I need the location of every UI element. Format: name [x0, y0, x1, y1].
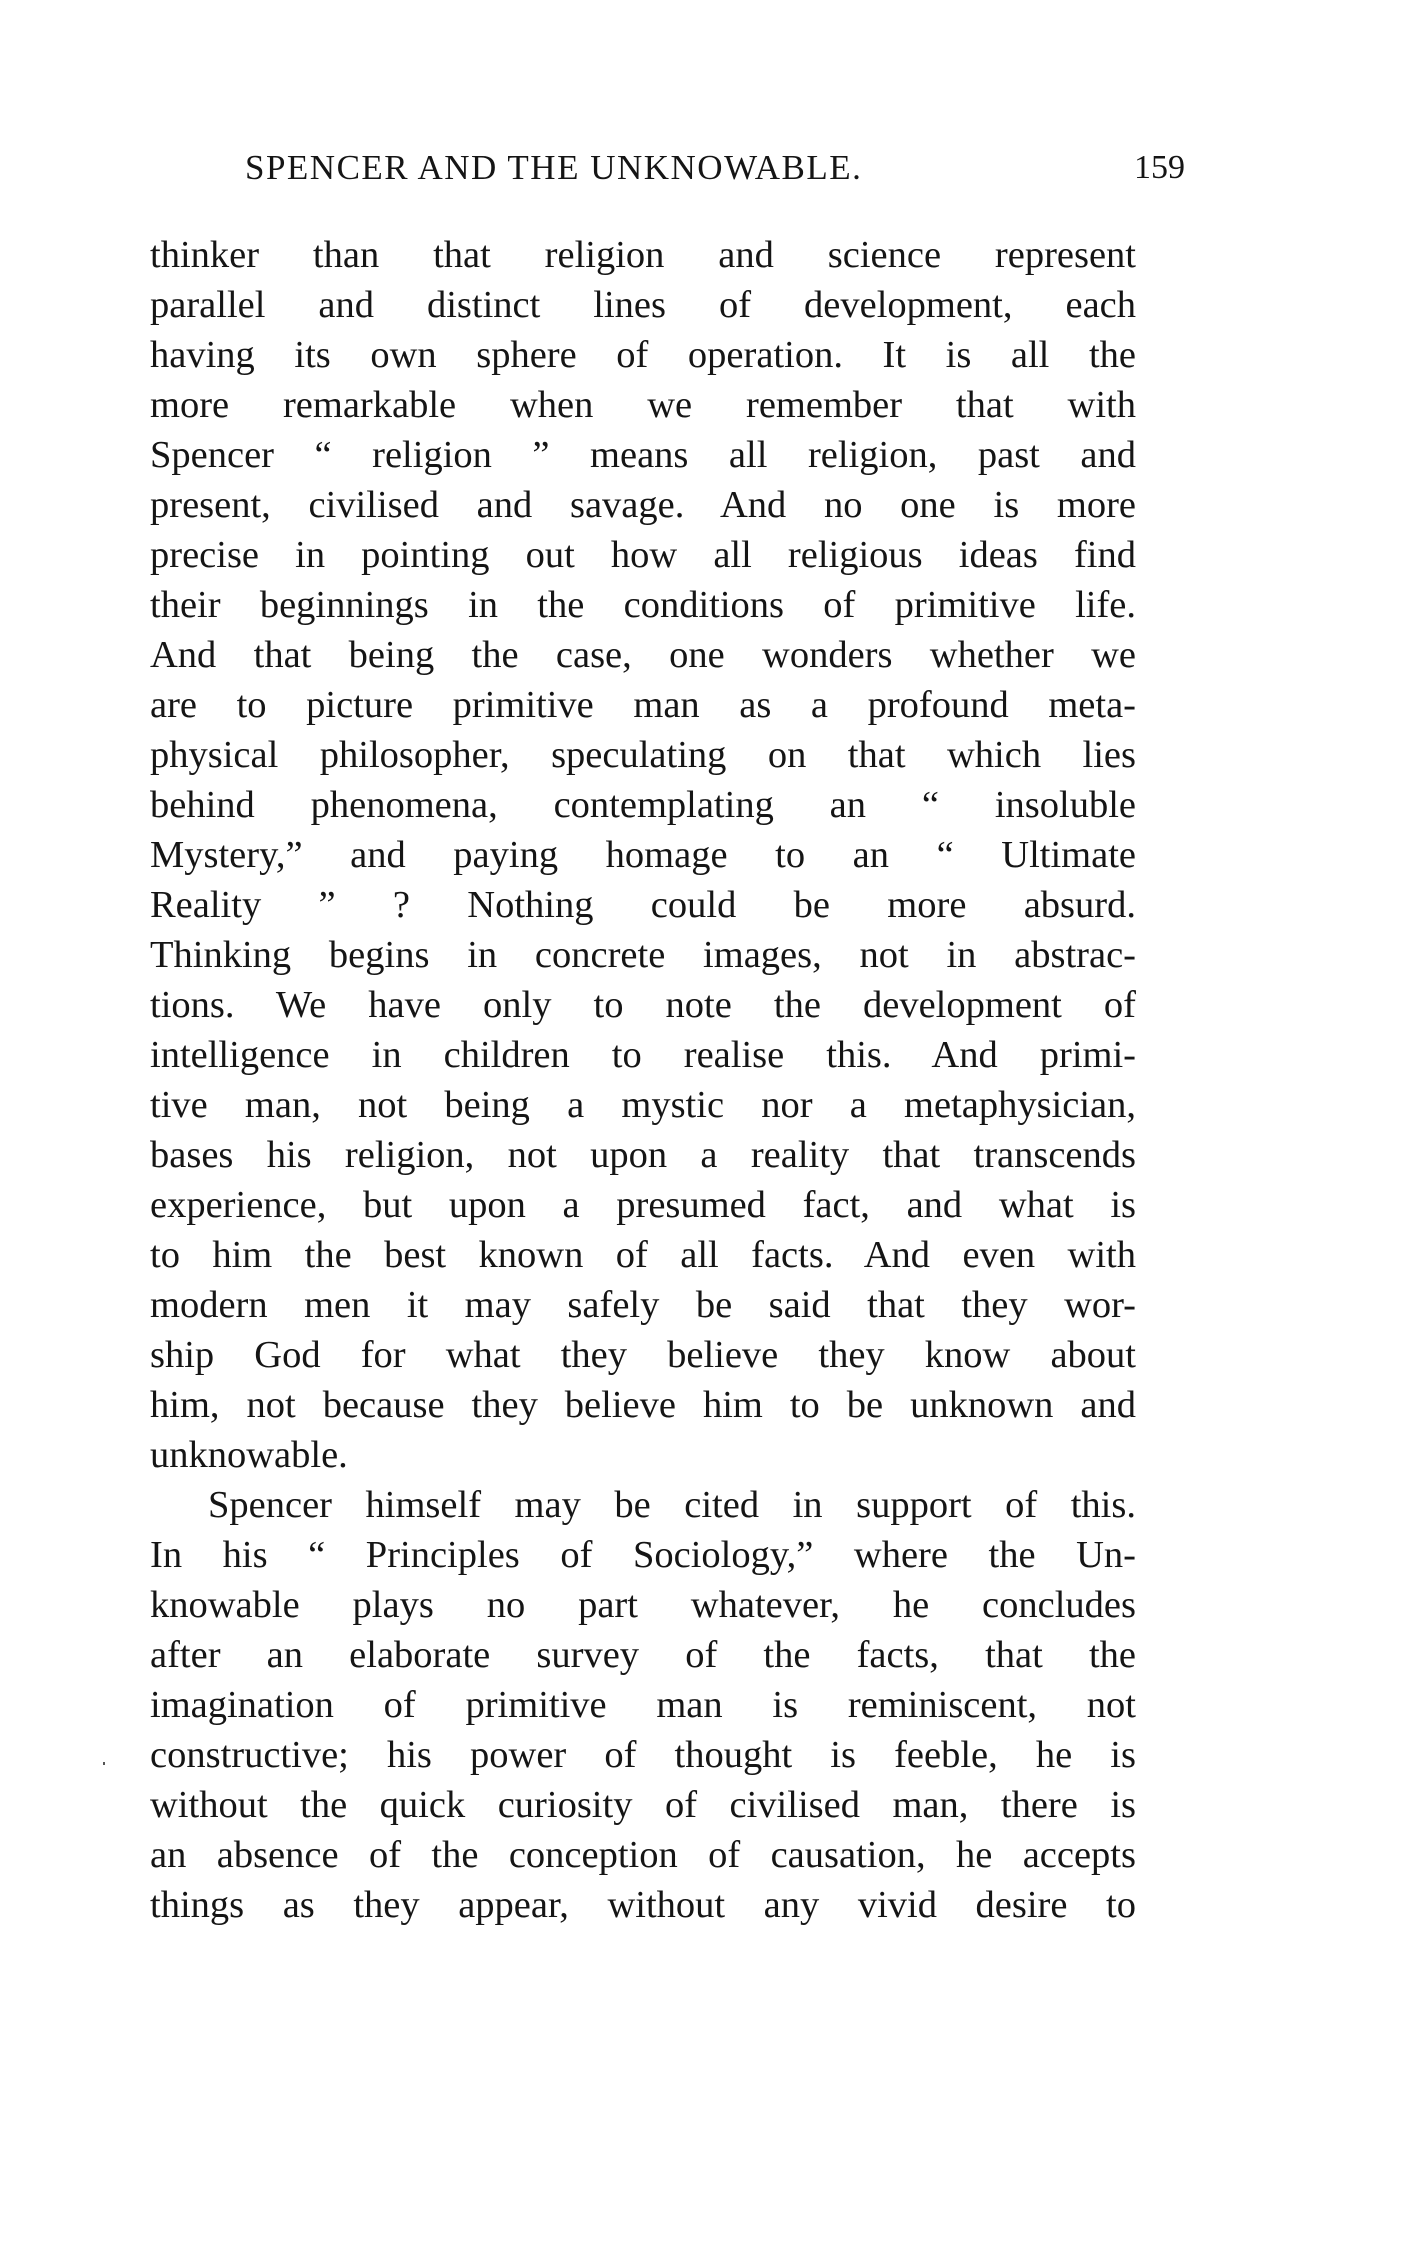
text-line: are to picture primitive man as a profound meta- [150, 684, 1136, 726]
text-line: bases his religion, not upon a reality that transcends [150, 1134, 1136, 1176]
text-line: imagination of primitive man is reminiscent, not [150, 1684, 1136, 1726]
paragraph-start-line: Spencer himself may be cited in support of this. [208, 1484, 1136, 1526]
text-line: Reality ” ? Nothing could be more absurd. [150, 884, 1136, 926]
text-line: present, civilised and savage. And no one is more [150, 484, 1136, 526]
text-line: Thinking begins in concrete images, not in abstrac- [150, 934, 1136, 976]
running-title: SPENCER AND THE UNKNOWABLE. [245, 148, 863, 187]
text-line: having its own sphere of operation. It is all the [150, 334, 1136, 376]
paragraph-end-line: unknowable. [150, 1434, 348, 1476]
text-line: without the quick curiosity of civilised man, there is [150, 1784, 1136, 1826]
text-line: modern men it may safely be said that they wor- [150, 1284, 1136, 1326]
text-line: constructive; his power of thought is feeble, he is [150, 1734, 1136, 1776]
text-line: him, not because they believe him to be unknown and [150, 1384, 1136, 1426]
text-line: behind phenomena, contemplating an “ insoluble [150, 784, 1136, 826]
text-line: Mystery,” and paying homage to an “ Ultimate [150, 834, 1136, 876]
text-line: after an elaborate survey of the facts, that the [150, 1634, 1136, 1676]
running-head [245, 148, 1185, 192]
text-line: to him the best known of all facts. And even with [150, 1234, 1136, 1276]
margin-speck [103, 1762, 105, 1765]
text-line: tions. We have only to note the development of [150, 984, 1136, 1026]
page-number: 159 [1134, 149, 1185, 186]
body-text [150, 230, 1136, 1930]
text-line: physical philosopher, speculating on that which lies [150, 734, 1136, 776]
text-line: In his “ Principles of Sociology,” where the Un- [150, 1534, 1136, 1576]
text-line: ship God for what they believe they know about [150, 1334, 1136, 1376]
text-line: their beginnings in the conditions of primitive life. [150, 584, 1136, 626]
text-line: precise in pointing out how all religious ideas find [150, 534, 1136, 576]
text-line: experience, but upon a presumed fact, and what is [150, 1184, 1136, 1226]
text-line: more remarkable when we remember that with [150, 384, 1136, 426]
text-line: Spencer “ religion ” means all religion, past and [150, 434, 1136, 476]
text-line: intelligence in children to realise this. And primi- [150, 1034, 1136, 1076]
text-line: thinker than that religion and science represent [150, 234, 1136, 276]
text-line: knowable plays no part whatever, he concludes [150, 1584, 1136, 1626]
text-line: tive man, not being a mystic nor a metaphysician, [150, 1084, 1136, 1126]
text-line: And that being the case, one wonders whether we [150, 634, 1136, 676]
text-line: things as they appear, without any vivid desire to [150, 1884, 1136, 1926]
text-line: parallel and distinct lines of development, each [150, 284, 1136, 326]
text-line: an absence of the conception of causation, he accepts [150, 1834, 1136, 1876]
